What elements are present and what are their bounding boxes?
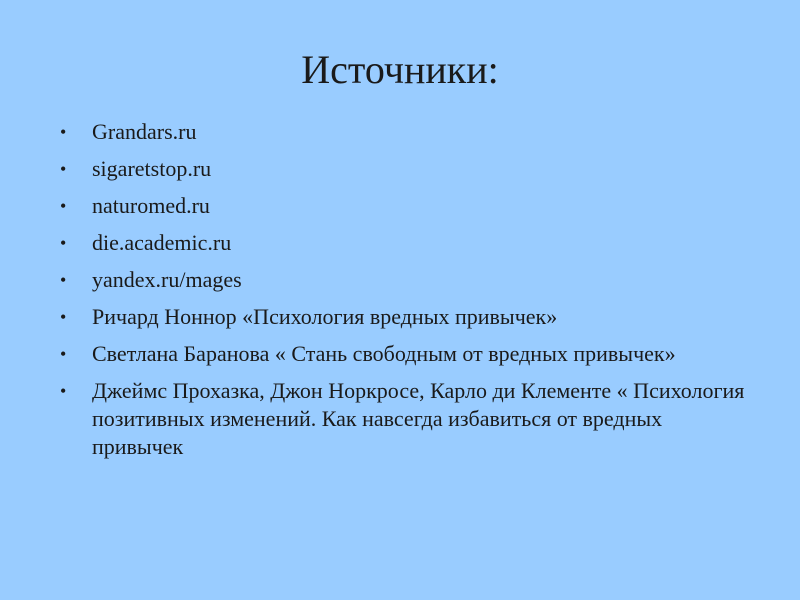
source-text: sigaretstop.ru — [92, 156, 212, 181]
bullet-icon: • — [60, 344, 67, 364]
bullet-icon: • — [60, 233, 67, 253]
list-item — [60, 118, 750, 146]
bullet-icon: • — [60, 381, 67, 401]
source-text: Светлана Баранова « Стань свободным от вредных привычек» — [92, 341, 676, 366]
bullet-icon: • — [60, 159, 67, 179]
list-item — [60, 340, 750, 368]
source-text: yandex.ru/mages — [92, 267, 242, 292]
source-text: Джеймс Прохазка, Джон Норкросе, Карло ди Клементе « Психология позитивных изменений. Как навсегда избавиться от вредных привычек — [92, 378, 745, 459]
slide-title: Источники: — [301, 47, 499, 92]
sources-list — [60, 118, 750, 470]
list-item — [60, 229, 750, 257]
list-item — [60, 192, 750, 220]
bullet-icon: • — [60, 196, 67, 216]
source-text: die.academic.ru — [92, 230, 232, 255]
source-text: Grandars.ru — [92, 119, 197, 144]
source-text: Ричард Ноннор «Психология вредных привычек» — [92, 304, 558, 329]
source-text: naturomed.ru — [92, 193, 210, 218]
bullet-icon: • — [60, 270, 67, 290]
bullet-icon: • — [60, 307, 67, 327]
list-item — [60, 303, 750, 331]
list-item — [60, 266, 750, 294]
bullet-icon: • — [60, 122, 67, 142]
list-item — [60, 155, 750, 183]
list-item — [60, 377, 750, 461]
